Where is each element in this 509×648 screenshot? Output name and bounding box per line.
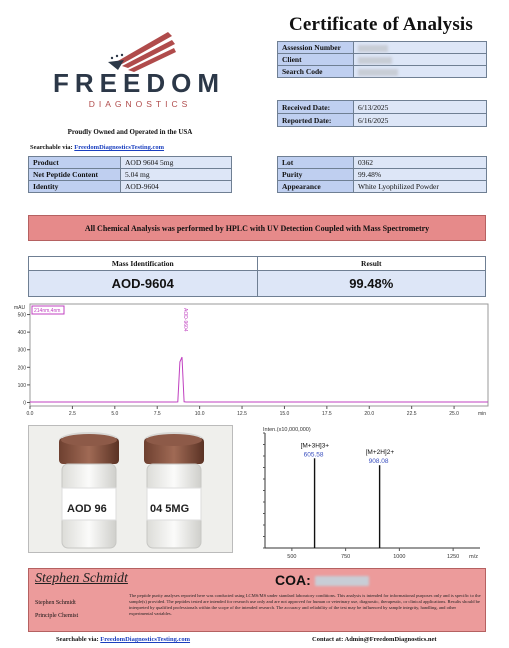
signature-footer	[28, 568, 486, 632]
table-row	[29, 157, 232, 169]
client-value	[354, 54, 487, 66]
redacted-value	[358, 69, 398, 76]
purity-value: 99.48%	[354, 169, 487, 181]
lot-label: Lot	[278, 157, 354, 169]
chromatogram-svg	[12, 302, 490, 420]
net-peptide-value: 5.04 mg	[121, 169, 232, 181]
table-row	[29, 257, 486, 271]
y-unit-label: mAU	[14, 305, 26, 311]
brand-name: FREEDOM	[53, 68, 225, 98]
mass-id-value: AOD-9604	[29, 271, 258, 297]
x-tick-label: 15.0	[279, 411, 290, 417]
x-unit-label: min	[477, 411, 486, 417]
x-tick-label: 12.5	[237, 411, 247, 417]
method-banner: All Chemical Analysis was performed by HPLC with UV Detection Coupled with Mass Spectrometry	[28, 215, 486, 241]
website-link-bottom[interactable]: FreedomDiagnosticsTesting.com	[100, 636, 191, 643]
y-tick-label: 300	[17, 347, 26, 354]
result-header: Result	[257, 257, 486, 271]
peak-label: AOD-9604	[181, 308, 188, 332]
ms-peak-ion-label: [M+3H]3+	[300, 442, 330, 450]
searchable-line-bottom	[56, 636, 190, 643]
x-tick-label: 750	[341, 554, 351, 560]
legend-label: 214nm,4nm	[34, 308, 61, 314]
dates-table	[277, 100, 487, 127]
y-tick-label: 500	[17, 312, 26, 319]
signature: Stephen Schmidt	[35, 571, 128, 586]
net-peptide-label: Net Peptide Content	[29, 169, 121, 181]
redacted-value	[358, 45, 388, 52]
appearance-label: Appearance	[278, 181, 354, 193]
search-code-value	[354, 66, 487, 78]
disclaimer-text: The peptide purity analyses reported here was conducted using LCMS/MS under standard laboratory conditions. This analysis is intended for informational purposes only and is specific to the sample(s) provided. The peptides tested are intended for research use only and are not approved for human or veterinary use, diagnostic, therapeutic, or clinical applications. Results should be interpreted by qualified professionals within the scope of the intended research. The accuracy and reliability of the test may be influenced by sample integrity, handling, and other experimental variables.	[129, 593, 481, 616]
identity-value: AOD-9604	[121, 181, 232, 193]
y-tick-label: 400	[17, 330, 26, 337]
y-tick-label: 100	[17, 382, 26, 389]
freedom-logo	[30, 24, 250, 124]
table-row	[278, 157, 487, 169]
vial-photo	[28, 425, 233, 553]
table-row	[29, 181, 232, 193]
x-tick-label: 1000	[393, 554, 406, 560]
x-tick-label: 5.0	[111, 411, 119, 417]
search-code-label: Search Code	[278, 66, 354, 78]
product-label: Product	[29, 157, 121, 169]
table-row	[29, 169, 232, 181]
signer-role: Principle Chemist	[35, 613, 79, 619]
table-row	[278, 114, 487, 127]
table-row	[278, 42, 487, 54]
ms-peak-ion-label: [M+2H]2+	[365, 449, 395, 457]
accession-label: Assession Number	[278, 42, 354, 54]
received-date-label: Received Date:	[278, 101, 354, 114]
appearance-value: White Lyophilized Powder	[354, 181, 487, 193]
coa-number	[275, 572, 369, 588]
plot-area	[30, 304, 488, 406]
redacted-value	[315, 576, 369, 586]
mass-spectrum	[245, 423, 490, 563]
flag-wing-icon	[30, 24, 250, 74]
owned-statement: Proudly Owned and Operated in the USA	[67, 128, 193, 136]
searchable-label: Searchable via:	[56, 636, 99, 643]
result-value: 99.48%	[257, 271, 486, 297]
table-row	[278, 181, 487, 193]
product-table	[28, 156, 232, 193]
x-tick-label: 10.0	[194, 411, 205, 417]
table-row	[29, 271, 486, 297]
client-label: Client	[278, 54, 354, 66]
ms-peak-mz-label: 908.08	[368, 458, 389, 466]
reported-date-value: 6/16/2025	[354, 114, 487, 127]
purity-label: Purity	[278, 169, 354, 181]
accession-value	[354, 42, 487, 54]
mass-spectrum-svg	[245, 423, 490, 563]
table-row	[278, 169, 487, 181]
table-row	[278, 54, 487, 66]
hplc-chromatogram	[12, 302, 490, 420]
table-row	[278, 66, 487, 78]
contact-email[interactable]: Contact at: Admin@FreedomDiagnostics.net	[312, 636, 437, 643]
accession-table	[277, 41, 487, 78]
redacted-value	[358, 57, 392, 64]
brand-subtitle: DIAGNOSTICS	[88, 99, 192, 109]
lot-table	[277, 156, 487, 193]
x-tick-label: 20.0	[364, 411, 375, 417]
x-tick-label: 25.0	[449, 411, 459, 417]
x-tick-label: 22.5	[406, 411, 417, 417]
x-tick-label: 2.5	[68, 411, 76, 417]
document-title: Certificate of Analysis	[288, 14, 473, 35]
y-axis-label: Inten.(x10,000,000)	[263, 427, 311, 433]
vial-photo-svg	[29, 426, 233, 553]
lot-value: 0362	[354, 157, 487, 169]
x-tick-label: 17.5	[321, 411, 332, 417]
x-unit-label: m/z	[469, 554, 478, 560]
ms-peak-mz-label: 605.58	[303, 451, 324, 459]
x-tick-label: 0.0	[26, 411, 34, 417]
table-row	[278, 101, 487, 114]
reported-date-label: Reported Date:	[278, 114, 354, 127]
mass-id-header: Mass Identification	[29, 257, 258, 271]
vial-left-label: AOD 96	[67, 503, 107, 515]
received-date-value: 6/13/2025	[354, 101, 487, 114]
searchable-label: Searchable via:	[30, 144, 73, 151]
vial-left	[59, 432, 119, 548]
identity-label: Identity	[29, 181, 121, 193]
y-tick-label: 200	[17, 365, 26, 372]
coa-label: COA:	[275, 572, 311, 588]
searchable-line-top	[30, 144, 164, 151]
result-table	[28, 256, 486, 297]
x-tick-label: 1250	[447, 554, 460, 560]
x-tick-label: 500	[287, 554, 297, 560]
signer-name: Stephen Schmidt	[35, 600, 76, 606]
y-tick-label: 0	[23, 400, 26, 407]
signer-block	[35, 597, 78, 623]
x-tick-label: 7.5	[153, 411, 161, 417]
vial-right	[144, 432, 204, 548]
product-value: AOD 9604 5mg	[121, 157, 232, 169]
website-link[interactable]: FreedomDiagnosticsTesting.com	[74, 144, 165, 151]
vial-right-label: 04 5MG	[150, 503, 190, 515]
